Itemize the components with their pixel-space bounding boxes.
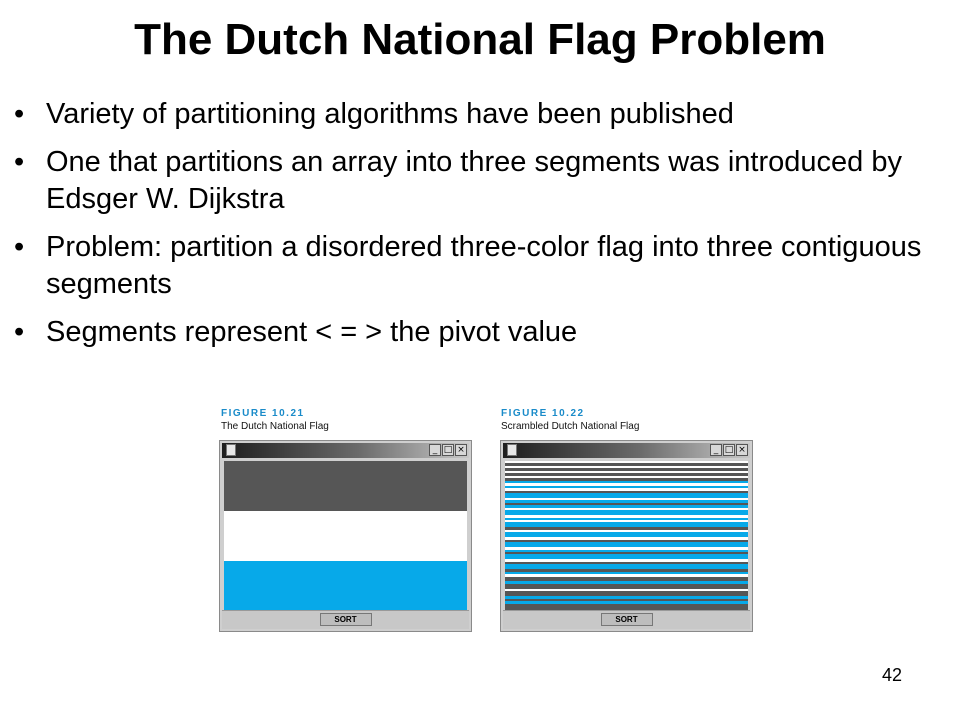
document-icon [226,444,236,456]
figure-10-21-header [221,408,329,433]
document-icon [507,444,517,456]
bullet-item [14,96,944,133]
figure-number: FIGURE 10.21 [221,408,305,419]
flag-band-blue [224,561,467,611]
window-titlebar[interactable] [503,443,750,458]
close-icon[interactable]: × [736,444,748,456]
bullet-text: Variety of partitioning algorithms have been published [46,98,734,130]
bullet-icon: • [14,316,25,348]
figure-caption: Scrambled Dutch National Flag [501,421,640,432]
button-bar [222,610,469,629]
sort-button[interactable]: SORT [320,613,372,626]
scrambled-flag-window [500,440,753,632]
flag-band-dark [224,461,467,511]
button-bar [503,610,750,629]
window-titlebar[interactable] [222,443,469,458]
close-icon[interactable]: × [455,444,467,456]
bullet-text: Segments represent < = > the pivot value [46,316,578,348]
bullet-icon: • [14,98,25,130]
page-number: 42 [881,665,902,685]
bullet-item [14,314,944,351]
maximize-icon[interactable]: □ [443,445,453,455]
bullet-icon: • [14,231,25,263]
figure-caption: The Dutch National Flag [221,421,329,432]
flag-window [219,440,472,632]
bullet-item [14,229,944,303]
bullet-list [14,96,944,362]
flag-canvas [224,461,467,611]
figure-number: FIGURE 10.22 [501,408,585,419]
bullet-icon: • [14,146,25,178]
bullet-text: One that partitions an array into three segments was introduced by Edsger W. Dijkstra [46,146,902,215]
maximize-icon[interactable]: □ [724,445,734,455]
sort-button[interactable]: SORT [601,613,653,626]
figure-10-22-header [501,408,639,433]
scrambled-flag-canvas [505,461,748,611]
bullet-item [14,144,944,218]
flag-band-white [224,511,467,561]
minimize-icon[interactable]: _ [710,444,722,456]
slide-title: The Dutch National Flag Problem [134,15,826,64]
minimize-icon[interactable]: _ [429,444,441,456]
bullet-text: Problem: partition a disordered three-color flag into three contiguous segments [46,231,922,300]
